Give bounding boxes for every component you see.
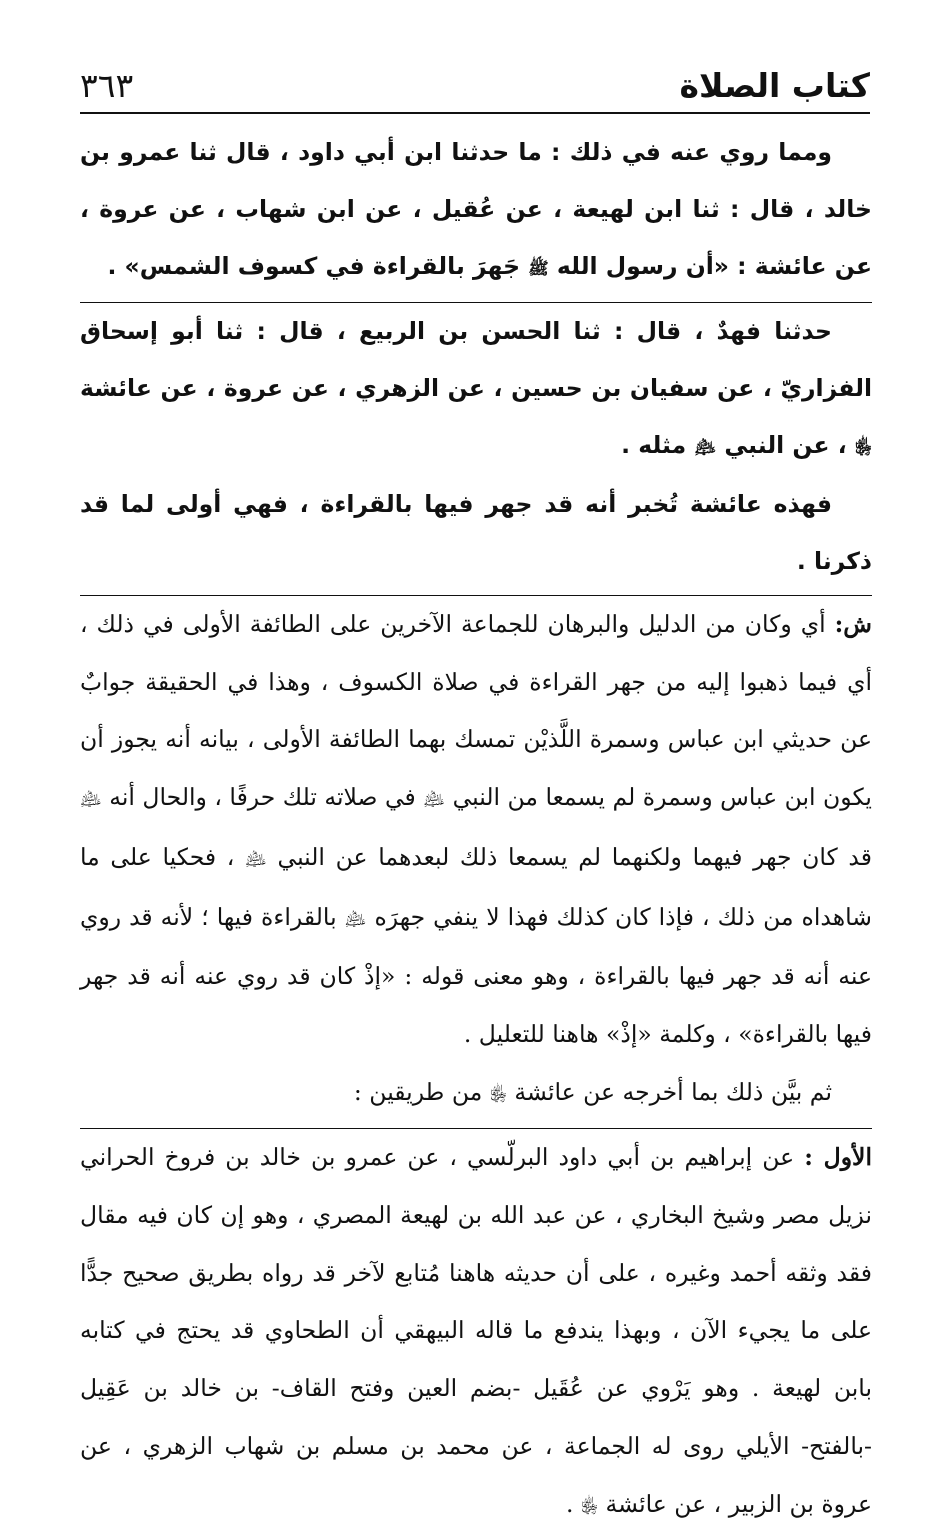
page-number: ٣٦٣	[80, 66, 134, 106]
honorific-symbol: ﵇	[344, 908, 367, 929]
commentary-1-text-c: قد كان جهر فيهما ولكنهما لم يسمعا ذلك لبعدهما عن النبي	[277, 842, 872, 871]
honorific-symbol: ﵇	[245, 848, 267, 869]
honorific-symbol: ﷺ	[528, 258, 549, 278]
hadith-1-text-a: ومما روي عنه في ذلك : ما حدثنا ابن أبي داود ، قال ثنا عمرو بن خالد ، قال : ثنا ابن لهيعة ، عن عُقيل ، عن ابن شهاب ، عن عروة ، عن عائشة : «أن رسول الله	[80, 138, 872, 280]
honorific-symbol: ﵂	[580, 1495, 599, 1516]
running-title: كتاب الصلاة	[679, 66, 870, 106]
honorific-symbol: ﵂	[489, 1083, 507, 1104]
commentary-paragraph-2	[80, 1064, 872, 1124]
commentary-1-text-a: أي وكان من الدليل والبرهان للجماعة الآخرين على الطائفة الأولى في ذلك ، أي فيما ذهبوا إليه من جهر القراءة في صلاة الكسوف ، وهذا في الحقيقة جوابٌ عن حديثي ابن عباس وسمرة اللَّذيْن تمسك بهما الطائفة الأولى ، بيانه أنه يجوز أن يكون ابن عباس وسمرة لم يسمعا من النبي	[80, 610, 872, 812]
honorific-symbol: ﵇	[423, 789, 446, 810]
commentary-1-text-d: ، فحكيا على ما شاهداه من ذلك ، فإذا كان كذلك فهذا لا ينفي جهرَه	[80, 842, 872, 931]
conclusion-paragraph: فهذه عائشة تُخبر أنه قد جهر فيها بالقراءة ، فهي أولى لما قد ذكرنا .	[80, 490, 872, 575]
commentary-paragraph-3	[80, 1129, 872, 1535]
commentary-2-text-b: من طريقين :	[353, 1077, 483, 1106]
page-header	[80, 46, 870, 106]
commentary-2-text-a: ثم بيَّن ذلك بما أخرجه عن عائشة	[514, 1077, 832, 1106]
hadith-2-text-c: مثله .	[621, 431, 687, 459]
hadith-paragraph-2	[80, 303, 872, 476]
hadith-paragraph-1	[80, 124, 872, 297]
commentary-label: ش:	[834, 610, 872, 638]
commentary-3-text-b: .	[565, 1489, 574, 1518]
commentary-1-text-b: في صلاته تلك حرفًا ، والحال أنه	[109, 783, 416, 812]
page-body	[80, 124, 872, 1535]
commentary-1-text-e: بالقراءة فيها ؛ لأنه قد روي عنه أنه قد جهر فيها بالقراءة ، وهو معنى قوله : «إذْ كان قد روي عنه أنه قد جهر فيها بالقراءة» ، وكلمة «إذْ» هاهنا للتعليل .	[80, 902, 872, 1048]
honorific-symbol: ﵇	[694, 437, 717, 457]
hadith-1-text-b: جَهرَ بالقراءة في كسوف الشمس» .	[107, 252, 521, 280]
honorific-symbol: ﵇	[80, 789, 102, 810]
header-rule	[80, 112, 870, 114]
first-chain-label: الأول :	[804, 1143, 872, 1172]
hadith-2-text-a: حدثنا فهدٌ ، قال : ثنا الحسن بن الربيع ، قال : ثنا أبو إسحاق الفزاريّ ، عن سفيان بن حسين ، عن الزهري ، عن عروة ، عن عائشة	[80, 317, 872, 402]
commentary-3-text-a: عن إبراهيم بن أبي داود البرلّسي ، عن عمرو بن خالد بن فروخ الحراني نزيل مصر وشيخ البخاري ، عن عبد الله بن لهيعة المصري ، وهو إن كان فيه مقال فقد وثقه أحمد وغيره ، على أن حديثه هاهنا مُتابع لآخر قد رواه بطريق صحيح جدًّا على ما يجيء الآن ، وبهذا يندفع ما قاله البيهقي أن الطحاوي قد يحتج في كتابه بابن لهيعة . وهو يَرْوي عن عُقَيل -بضم العين وفتح القاف- بن خالد بن عَقِيل -بالفتح- الأيلي روى له الجماعة ، عن محمد بن مسلم بن شهاب الزهري ، عن عروة بن الزبير ، عن عائشة	[80, 1143, 872, 1518]
commentary-paragraph-1	[80, 596, 872, 1064]
hadith-2-text-b: ، عن النبي	[724, 431, 847, 459]
honorific-symbol: ﵂	[854, 437, 872, 457]
